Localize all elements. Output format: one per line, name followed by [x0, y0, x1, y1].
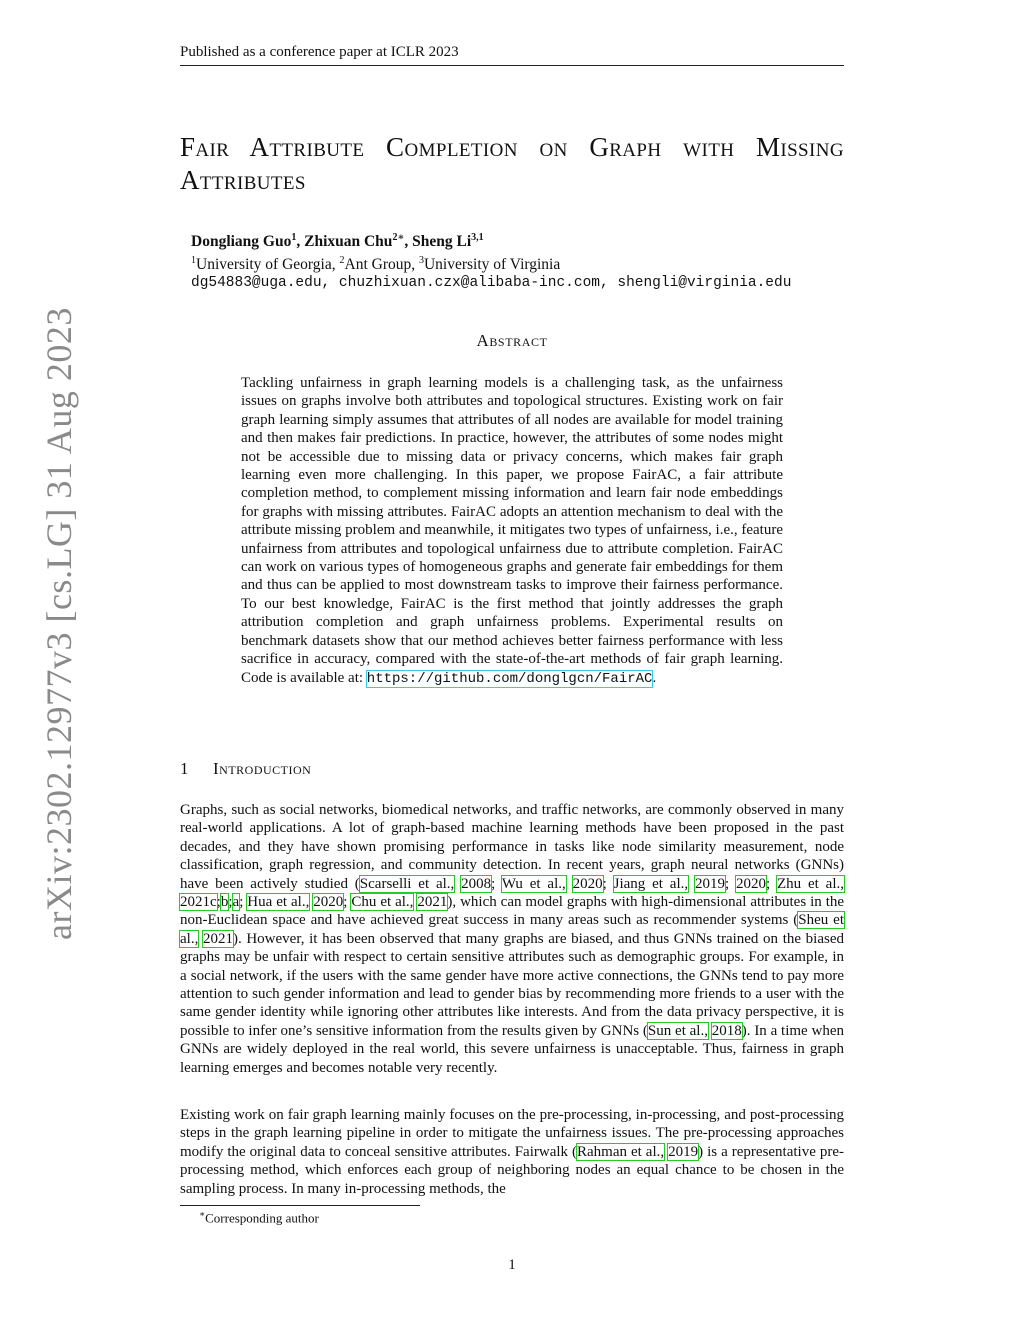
citation-link[interactable]: 2008 — [461, 875, 492, 892]
footnote-divider — [180, 1205, 420, 1206]
citation-link[interactable]: 2019 — [694, 875, 725, 892]
affiliations — [191, 251, 791, 274]
author-block — [191, 228, 791, 293]
citation-separator: ; — [343, 894, 352, 911]
citation-link[interactable]: Hua et al., — [247, 894, 310, 911]
author-names: Dongliang Guo$^1$, Zhixuan Chu$^{2∗}$, Sheng Li$^{3,1}$ — [191, 232, 484, 251]
citation-link[interactable]: Jiang et al., — [613, 875, 689, 892]
citation-link[interactable]: 2020 — [572, 875, 603, 892]
section-number: 1 — [180, 759, 189, 778]
citation-separator: ; — [228, 894, 233, 911]
paragraph-text: ), which can model graphs with high-dimensional attributes in the non-Euclidean space and have achieved great success in many areas such as recommender systems ( — [180, 894, 845, 929]
section-heading-introduction — [180, 759, 311, 779]
abstract-heading: Abstract — [476, 331, 548, 350]
abstract-text: Tackling unfairness in graph learning models is a challenging task, as the unfairness issues on graphs involve both attributes and topological structures. Existing work on fair graph learning simply assumes that attributes of all nodes are available for model training and then makes fair predictions. In practice, however, the attributes of some nodes might not be accessible due to missing data or privacy concerns, which makes fair graph learning even more challenging. In this paper, we propose FairAC, a fair attribute completion method, to complement missing information and learn fair node embeddings for graphs with missing attributes. FairAC adopts an attention mechanism to deal with the attribute missing problem and meanwhile, it mitigates two types of unfairness, i.e., feature unfairness from attributes and topological unfairness due to attribute completion. FairAC can work on various types of homogeneous graphs and generate fair embeddings for them and thus can be applied to most downstream tasks to improve their fairness performance. To our best knowledge, FairAC is the first method that jointly addresses the graph attribution completion and graph unfairness problems. Experimental results on benchmark datasets show that our method achieves better fairness performance with less sacrifice in accuracy, compared with the state-of-the-art methods of fair graph learning. Code is available at: — [241, 375, 783, 686]
footnote — [199, 1209, 319, 1226]
page-header: Published as a conference paper at ICLR 2023 — [180, 44, 844, 66]
citation-separator — [688, 876, 695, 892]
citation-link[interactable]: Rahman et al., — [577, 1143, 665, 1160]
citation-link[interactable]: Chu et al., — [351, 894, 414, 911]
citation-separator: ; — [602, 875, 614, 892]
author-3-affiliation: 3,1 — [471, 232, 484, 243]
intro-paragraph-1 — [180, 801, 844, 1077]
paragraph-text: ). However, it has been observed that many graphs are biased, and thus GNNs trained on the biased graphs may be unfair with respect to certain sensitive attributes such as demographic groups. For example, in a social network, if the users with the same gender have more active connections, the GNNs tend to pay more attention to such gender information and lead to gender bias by recommending more friends to a user with the same gender identity while ignoring other attributes like interests. And from the data privacy perspective, it is possible to infer one’s sensitive information from the results given by GNNs ( — [180, 930, 844, 1039]
citation-separator — [566, 876, 573, 892]
author-3: Sheng Li — [412, 233, 472, 251]
citation-link[interactable]: 2020 — [313, 894, 344, 911]
abstract-body — [241, 374, 783, 688]
footnote-mark: ∗ — [199, 1209, 206, 1219]
citation-link[interactable]: Wu et al., — [501, 875, 566, 892]
paragraph-text: ) is a representative pre-processing method, which enforces each group of neighboring nodes an equal chance to be chosen in the sampling process. In many in-processing methods, the — [180, 1143, 845, 1197]
affiliation-3: University of Virginia — [423, 256, 561, 274]
paragraph-text: Graphs, such as social networks, biomedical networks, and traffic networks, are commonly observed in many real-world applications. A lot of graph-based machine learning methods have been proposed in the past decades, and they have shown promising performance in tasks like node similarity measurement, node classification, graph regression, and community detection. In recent years, graph neural networks (GNNs) have been actively studied ( — [180, 802, 844, 892]
affiliation-2-mark: 2 — [339, 255, 345, 267]
citation-link[interactable]: 2021 — [202, 930, 233, 947]
citation-link[interactable]: 2021 — [417, 894, 448, 911]
citation-link[interactable]: a — [232, 894, 240, 911]
code-repository-link[interactable]: https://github.com/donglgcn/FairAC — [366, 670, 653, 687]
paper-title: Fair Attribute Completion on Graph with Missing Attributes — [180, 132, 844, 195]
citation-link[interactable]: Sheu et al., — [180, 912, 845, 947]
citation-link[interactable]: Sun et al., — [647, 1022, 708, 1039]
paragraph-text: ). In a time when GNNs are widely deployed in the real world, this severe unfairness is unacceptable. Thus, fairness in graph learning emerges and becomes notable very recently. — [180, 1022, 844, 1076]
citation-link[interactable]: b — [220, 894, 229, 911]
citation-link[interactable]: 2021c — [180, 894, 217, 911]
citation-separator: ; — [216, 894, 221, 911]
author-1: Dongliang Guo — [191, 233, 292, 251]
citation-link[interactable]: Scarselli et al., — [359, 875, 455, 892]
footnote-text: Corresponding author — [205, 1210, 319, 1226]
page-number: 1 — [508, 1257, 516, 1273]
citation-link[interactable]: 2018 — [711, 1022, 742, 1039]
citation-separator: ; — [724, 875, 736, 892]
citation-link[interactable]: Zhu et al., — [777, 875, 844, 892]
citation-separator: ; — [491, 875, 502, 892]
affiliation-1-mark: 1 — [191, 255, 196, 267]
author-emails[interactable]: dg54883@uga.edu, chuzhixuan.czx@alibaba-inc.com, shengli@virginia.edu — [191, 275, 792, 292]
affiliation-3-mark: 3 — [418, 255, 424, 267]
abstract-end: . — [652, 669, 657, 686]
citation-link[interactable]: 2019 — [668, 1143, 699, 1160]
citation-separator: ; — [765, 875, 777, 892]
intro-paragraph-2 — [180, 1106, 844, 1198]
arxiv-identifier[interactable]: arXiv:2302.12977v3 [cs.LG] 31 Aug 2023 — [39, 307, 79, 940]
author-2: Zhixuan Chu — [304, 233, 393, 251]
affiliation-2: Ant Group, — [344, 256, 419, 274]
affiliation-1: University of Georgia, — [196, 256, 340, 274]
section-title: Introduction — [213, 759, 312, 778]
paragraph-text: Existing work on fair graph learning mainly focuses on the pre-processing, in-processing, and post-processing steps in the graph learning pipeline in order to mitigate the unfairness issues. The pre-processing approaches modify the original data to conceal sensitive attributes. Fairwalk ( — [180, 1107, 844, 1160]
author-2-affiliation: 2∗ — [392, 232, 405, 243]
author-1-affiliation: 1 — [291, 232, 297, 243]
citation-separator: ; — [239, 894, 248, 911]
citation-link[interactable]: 2020 — [735, 875, 766, 892]
